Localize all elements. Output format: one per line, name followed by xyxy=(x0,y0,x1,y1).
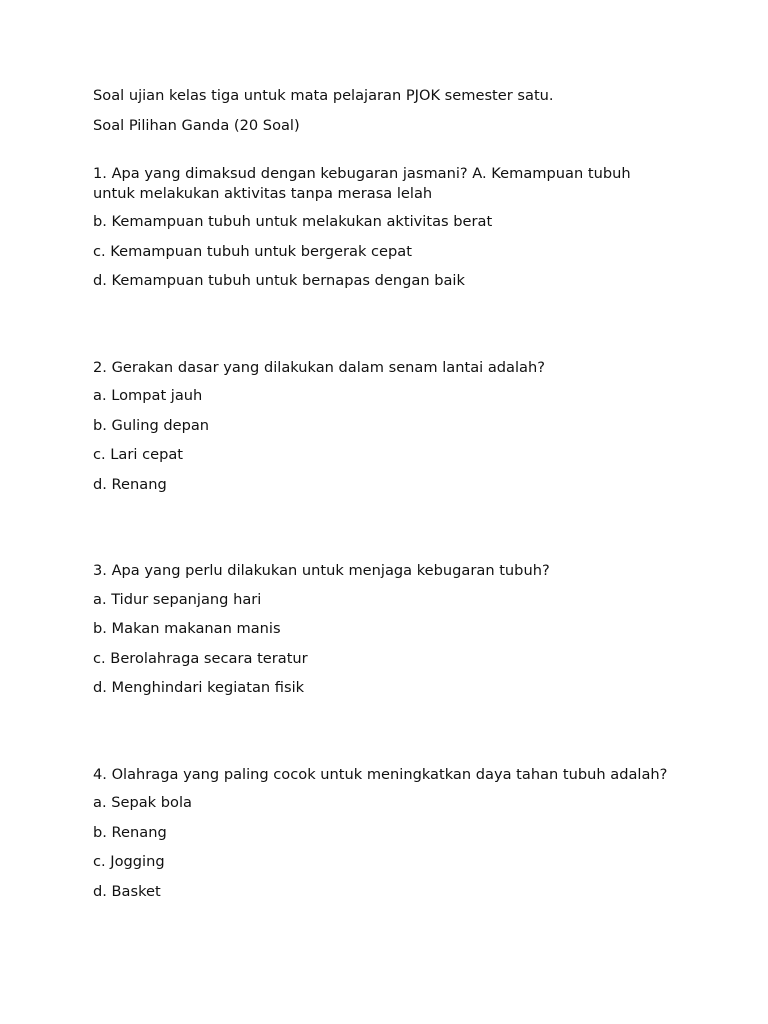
document-header xyxy=(93,86,676,136)
spacer xyxy=(93,301,676,358)
option-d: d. Menghindari kegiatan fisik xyxy=(93,679,305,696)
option-c: c. Berolahraga secara teratur xyxy=(93,649,308,667)
question-text: 2. Gerakan dasar yang dilakukan dalam senam lantai adalah? xyxy=(93,358,545,376)
option-b: b. Guling depan xyxy=(93,416,210,434)
option-b: b. Makan makanan manis xyxy=(93,620,281,637)
question-1 xyxy=(93,164,676,292)
question-4 xyxy=(93,765,676,902)
option-c: c. Lari cepat xyxy=(93,446,183,463)
option-c: c. Kemampuan tubuh untuk bergerak cepat xyxy=(93,242,412,260)
question-3 xyxy=(93,561,676,698)
option-b: b. Renang xyxy=(93,823,167,841)
option-d: d. Kemampuan tubuh untuk bernapas dengan baik xyxy=(93,272,465,289)
question-text: 3. Apa yang perlu dilakukan untuk menjaga kebugaran tubuh? xyxy=(93,562,550,579)
option-a: a. Tidur sepanjang hari xyxy=(93,590,262,608)
intro-text: Soal ujian kelas tiga untuk mata pelajaran PJOK semester satu. xyxy=(93,87,554,104)
option-c: c. Jogging xyxy=(93,853,165,870)
spacer xyxy=(93,708,676,765)
section-title: Soal Pilihan Ganda (20 Soal) xyxy=(93,116,300,134)
question-text: 4. Olahraga yang paling cocok untuk meningkatkan daya tahan tubuh adalah? xyxy=(93,765,668,783)
option-b: b. Kemampuan tubuh untuk melakukan aktivitas berat xyxy=(93,213,493,230)
question-2 xyxy=(93,358,676,495)
option-a: a. Lompat jauh xyxy=(93,387,203,404)
option-d: d. Renang xyxy=(93,475,167,493)
spacer xyxy=(93,504,676,561)
option-a: a. Sepak bola xyxy=(93,794,192,811)
option-d: d. Basket xyxy=(93,882,161,900)
question-text: 1. Apa yang dimaksud dengan kebugaran jasmani? A. Kemampuan tubuh untuk melakukan aktivitas tanpa merasa lelah xyxy=(93,164,631,202)
